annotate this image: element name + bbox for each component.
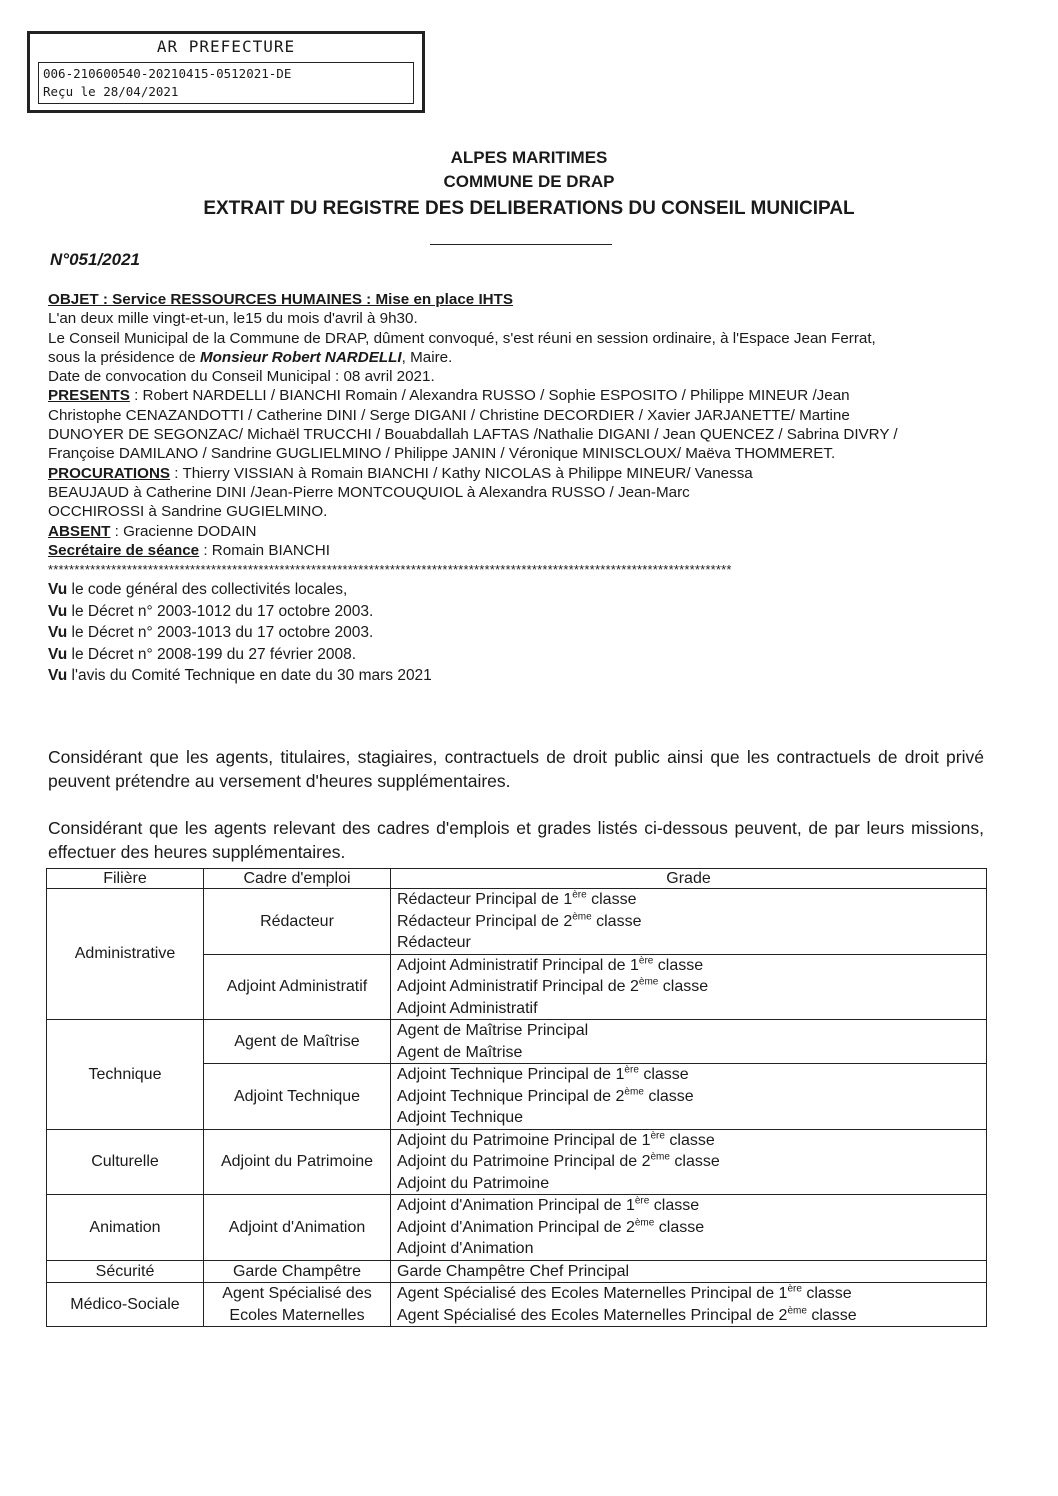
table-row (47, 1195, 987, 1261)
vu-item: Vu le Décret n° 2003-1013 du 17 octobre 2003. (48, 624, 374, 642)
vu-item: Vu le Décret n° 2008-199 du 27 février 2008. (48, 645, 357, 663)
grade-line: Garde Champêtre Chef Principal (397, 1262, 630, 1280)
absent-line: ABSENT : Gracienne DODAIN (48, 522, 257, 540)
separator-stars: ********************************************************************************************************************************** (48, 562, 732, 578)
commune-heading: COMMUNE DE DRAP (443, 172, 615, 191)
secretaire-line: Secrétaire de séance : Romain BIANCHI (48, 541, 330, 559)
filiere-cell: Sécurité (47, 1260, 204, 1283)
intro-line: Le Conseil Municipal de la Commune de DRAP, dûment convoqué, s'est réuni en session ordinaire, à l'Espace Jean Ferrat, (48, 329, 876, 347)
cadre-cell: Adjoint du Patrimoine (204, 1129, 391, 1195)
procurations-line: OCCHIROSSI à Sandrine GUGIELMINO. (48, 503, 328, 521)
grade-line: Adjoint Administratif (397, 999, 538, 1017)
absent-label: ABSENT (48, 522, 111, 540)
grade-cell (391, 889, 987, 955)
grade-line: Adjoint du Patrimoine Principal de 1ère classe (397, 1130, 715, 1149)
prefecture-stamp (27, 31, 425, 113)
cadre-cell: Adjoint d'Animation (204, 1195, 391, 1261)
grade-cell (391, 954, 987, 1020)
grade-cell (391, 1195, 987, 1261)
procurations-label: PROCURATIONS (48, 464, 171, 482)
table-header-row (47, 869, 987, 889)
grades-table (46, 868, 987, 1327)
procurations-line: BEAUJAUD à Catherine DINI /Jean-Pierre MONTCOUQUIOL à Alexandra RUSSO / Jean-Marc (48, 483, 690, 501)
objet-line (48, 290, 1008, 309)
table-row (47, 1020, 987, 1064)
convocation-date: Date de convocation du Conseil Municipal : 08 avril 2021. (48, 368, 435, 386)
filiere-cell: Médico-Sociale (47, 1283, 204, 1327)
stamp-details (38, 62, 414, 104)
table-row (47, 1260, 987, 1283)
cadre-cell: Agent de Maîtrise (204, 1020, 391, 1064)
department-heading: ALPES MARITIMES (450, 148, 608, 167)
grade-cell (391, 1283, 987, 1327)
grade-line: Adjoint Administratif Principal de 1ère classe (397, 955, 704, 974)
grade-line: Adjoint Technique Principal de 2ème classe (397, 1086, 694, 1105)
cadre-cell: Rédacteur (204, 889, 391, 955)
presents-line: PRESENTS : Robert NARDELLI / BIANCHI Romain / Alexandra RUSSO / Sophie ESPOSITO / Philippe MINEUR /Jean (48, 387, 850, 405)
stamp-received-date: Reçu le 28/04/2021 (43, 84, 179, 99)
grade-cell (391, 1129, 987, 1195)
deliberation-body (48, 290, 1008, 687)
procurations-line: PROCURATIONS : Thierry VISSIAN à Romain BIANCHI / Kathy NICOLAS à Philippe MINEUR/ Vanessa (48, 464, 753, 482)
grade-line: Agent de Maîtrise Principal (397, 1022, 589, 1039)
grade-cell (391, 1020, 987, 1064)
filiere-cell: Administrative (47, 889, 204, 1020)
intro-line: L'an deux mille vingt-et-un, le15 du mois d'avril à 9h30. (48, 310, 418, 328)
presidence-line: sous la présidence de Monsieur Robert NARDELLI, Maire. (48, 348, 453, 366)
grade-line: Agent Spécialisé des Ecoles Maternelles Principal de 2ème classe (397, 1305, 857, 1324)
cadre-cell: Adjoint Technique (204, 1064, 391, 1130)
grade-cell (391, 1260, 987, 1283)
filiere-cell: Culturelle (47, 1129, 204, 1195)
filiere-cell: Animation (47, 1195, 204, 1261)
table-row (47, 1283, 987, 1327)
header-cadre: Cadre d'emploi (204, 869, 391, 889)
grade-line: Adjoint d'Animation Principal de 2ème classe (397, 1217, 705, 1236)
cadre-cell: Garde Champêtre (204, 1260, 391, 1283)
stamp-title: AR PREFECTURE (156, 37, 296, 56)
grade-line: Adjoint Administratif Principal de 2ème classe (397, 976, 709, 995)
vu-item: Vu le Décret n° 2003-1012 du 17 octobre 2003. (48, 602, 374, 620)
table-row (47, 1129, 987, 1195)
grade-line: Adjoint d'Animation (397, 1240, 534, 1257)
secretaire-label: Secrétaire de séance (48, 541, 200, 559)
grade-line: Rédacteur Principal de 1ère classe (397, 889, 637, 908)
title-divider (430, 244, 612, 245)
grade-line: Adjoint du Patrimoine Principal de 2ème classe (397, 1151, 720, 1170)
grade-line: Agent Spécialisé des Ecoles Maternelles Principal de 1ère classe (397, 1283, 852, 1302)
grade-line: Adjoint du Patrimoine (397, 1174, 550, 1192)
filiere-cell: Technique (47, 1020, 204, 1130)
grade-cell (391, 1064, 987, 1130)
grade-line: Rédacteur (397, 934, 471, 951)
header-filiere: Filière (47, 869, 204, 889)
vu-list (48, 579, 1008, 687)
grade-line: Agent de Maîtrise (397, 1043, 523, 1061)
objet-label: OBJET : (48, 291, 108, 308)
presents-line: DUNOYER DE SEGONZAC/ Michaël TRUCCHI / Bouabdallah LAFTAS /Nathalie DIGANI / Jean QUENCEZ / Sabrina DIVRY / (48, 426, 898, 444)
cadre-cell: Agent Spécialisé des Ecoles Maternelles (204, 1283, 391, 1327)
presents-line: Françoise DAMILANO / Sandrine GUGLIELMINO / Philippe JANIN / Véronique MINISCLOUX/ Maëva THOMMERET. (48, 445, 836, 463)
considerant-paragraph: Considérant que les agents relevant des cadres d'emplois et grades listés ci-dessous peuvent, de par leurs missions, effectuer des heures supplémentaires. (48, 817, 984, 862)
deliberation-number: N°051/2021 (50, 250, 140, 269)
considerant-paragraph: Considérant que les agents, titulaires, stagiaires, contractuels de droit public ainsi que les contractuels de droit privé peuvent prétendre au versement d'heures supplémentaires. (48, 746, 984, 791)
objet-text: Service RESSOURCES HUMAINES : Mise en place IHTS (107, 291, 514, 308)
presents-line: Christophe CENAZANDOTTI / Catherine DINI / Serge DIGANI / Christine DECORDIER / Xavier JARJANETTE/ Martine (48, 406, 850, 424)
vu-item: Vu l'avis du Comité Technique en date du 30 mars 2021 (48, 667, 432, 685)
header-grade: Grade (391, 869, 987, 889)
document-title: EXTRAIT DU REGISTRE DES DELIBERATIONS DU CONSEIL MUNICIPAL (203, 198, 855, 219)
grade-line: Adjoint Technique (397, 1109, 524, 1126)
grade-line: Adjoint Technique Principal de 1ère classe (397, 1064, 689, 1083)
mayor-name: Monsieur Robert NARDELLI (199, 348, 402, 366)
grade-line: Rédacteur Principal de 2ème classe (397, 911, 642, 930)
vu-item: Vu le code général des collectivités locales, (48, 581, 348, 599)
presents-label: PRESENTS (48, 387, 130, 405)
stamp-reference: 006-210600540-20210415-0512021-DE (43, 66, 292, 81)
table-row (47, 889, 987, 955)
grade-line: Adjoint d'Animation Principal de 1ère classe (397, 1195, 700, 1214)
cadre-cell: Adjoint Administratif (204, 954, 391, 1020)
